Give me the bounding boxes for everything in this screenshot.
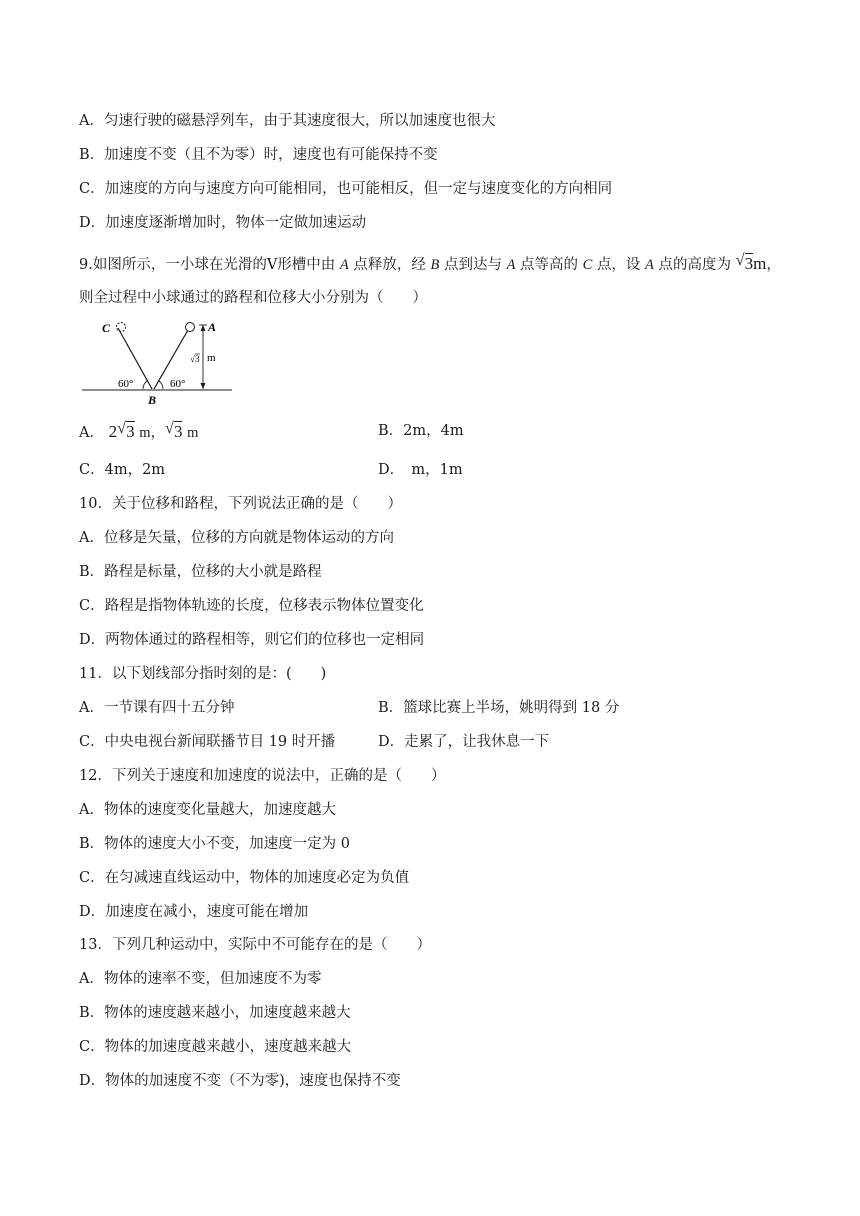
q13-option-a: A．物体的速率不变，但加速度不为零 bbox=[79, 971, 322, 987]
q10-stem: 10．关于位移和路程，下列说法正确的是（ ） bbox=[79, 496, 402, 512]
q10-option-d: D．两物体通过的路程相等，则它们的位移也一定相同 bbox=[79, 632, 425, 648]
q10-option-b: B．路程是标量，位移的大小就是路程 bbox=[79, 564, 322, 580]
q11-option-b: B．篮球比赛上半场，姚明得到 18 分 bbox=[378, 700, 620, 716]
q12-option-d: D．加速度在减小，速度可能在增加 bbox=[79, 904, 309, 920]
q9-option-b: B．2m，4m bbox=[378, 423, 464, 439]
q9-stem-line2: 则全过程中小球通过的路程和位移大小分别为（ ） bbox=[79, 290, 427, 306]
q13-option-b: B．物体的速度越来越小，加速度越来越大 bbox=[79, 1005, 351, 1021]
height-label-num: 3 bbox=[195, 354, 200, 364]
q10-option-a: A．位移是矢量，位移的方向就是物体运动的方向 bbox=[79, 530, 394, 546]
q13-option-c: C．物体的加速度越来越小，速度越来越大 bbox=[79, 1039, 352, 1055]
q9-stem-line1: 9.如图所示，一小球在光滑的V形槽中由 A 点释放，经 B 点到达与 A 点等高的 C 点，设 A 点的高度为 √ 3m， bbox=[79, 252, 781, 273]
label-a: A bbox=[208, 320, 217, 334]
q11-option-c: C．中央电视台新闻联播节目 19 时开播 bbox=[79, 734, 336, 750]
height-label-unit: m bbox=[207, 352, 216, 364]
q10-option-c: C．路程是指物体轨迹的长度，位移表示物体位置变化 bbox=[79, 598, 424, 614]
angle-left-label: 60° bbox=[118, 378, 134, 390]
angle-right-label: 60° bbox=[170, 378, 186, 390]
ball-a bbox=[186, 323, 195, 332]
q11-option-d: D．走累了，让我休息一下 bbox=[378, 734, 550, 750]
ball-c-dashed bbox=[117, 323, 126, 332]
q9-option-d: D． m，1m bbox=[378, 462, 463, 478]
q13-option-d: D．物体的加速度不变（不为零)，速度也保持不变 bbox=[79, 1073, 401, 1089]
q8-option-c: C．加速度的方向与速度方向可能相同，也可能相反，但一定与速度变化的方向相同 bbox=[79, 181, 613, 197]
q12-stem: 12．下列关于速度和加速度的说法中，正确的是（ ） bbox=[79, 768, 446, 784]
label-b: B bbox=[148, 393, 157, 407]
q12-option-b: B．物体的速度大小不变，加速度一定为 0 bbox=[79, 836, 350, 852]
q8-option-a: A．匀速行驶的磁悬浮列车，由于其速度很大，所以加速度也很大 bbox=[79, 113, 496, 129]
q9-option-a: A． 2 √ 3 m， √ 3 m bbox=[79, 420, 199, 441]
q12-option-a: A．物体的速度变化量越大，加速度越大 bbox=[79, 802, 336, 818]
q8-option-b: B．加速度不变（且不为零）时，速度也有可能保持不变 bbox=[79, 147, 438, 163]
q11-stem: 11．以下划线部分指时刻的是：( ) bbox=[79, 666, 327, 682]
label-c: C bbox=[102, 321, 111, 335]
q8-option-d: D．加速度逐渐增加时，物体一定做加速运动 bbox=[79, 215, 367, 231]
q13-stem: 13．下列几种运动中，实际中不可能存在的是（ ） bbox=[79, 937, 431, 953]
q11-option-a: A．一节课有四十五分钟 bbox=[79, 700, 235, 716]
height-label-root: √ bbox=[190, 354, 195, 364]
sqrt3-m: √ 3 bbox=[735, 252, 754, 273]
q9-option-c: C．4m，2m bbox=[79, 462, 166, 478]
q12-option-c: C．在匀减速直线运动中，物体的加速度必定为负值 bbox=[79, 870, 410, 886]
v-groove-figure bbox=[82, 318, 234, 410]
